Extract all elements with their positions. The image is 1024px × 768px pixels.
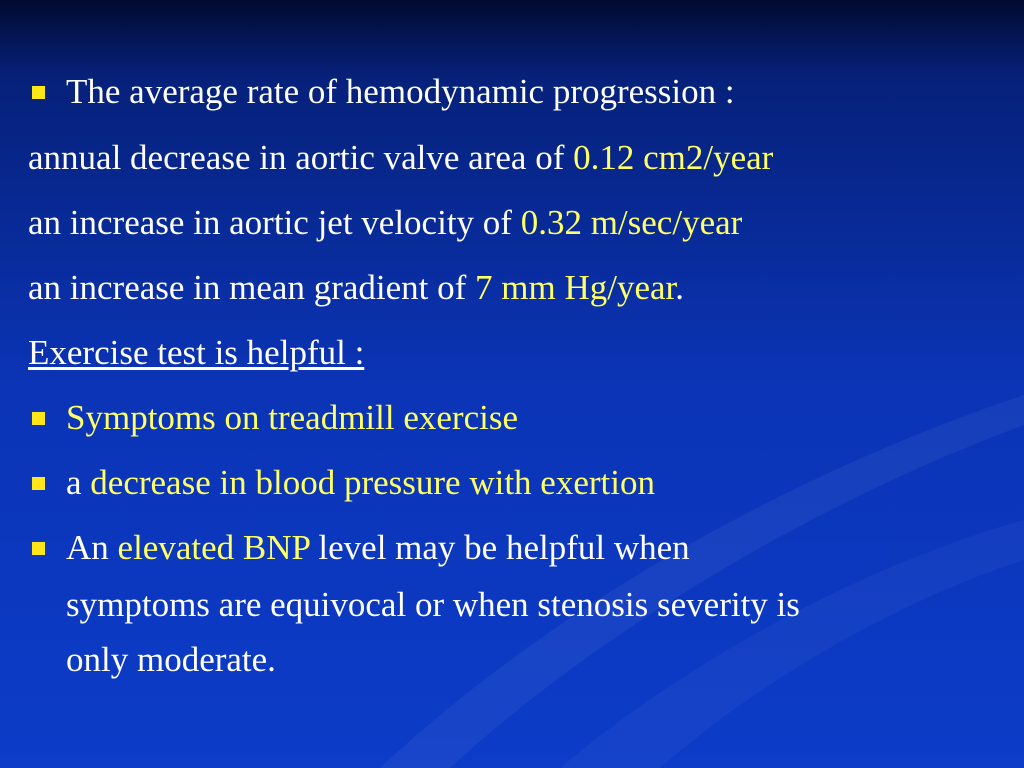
bullet-square-icon bbox=[32, 542, 45, 555]
value-valve-area: 0.12 cm2/year bbox=[573, 138, 774, 177]
bullet-elevated-bnp: An elevated BNP level may be helpful when bbox=[66, 528, 690, 567]
value-mean-gradient: 7 mm Hg/year bbox=[475, 268, 676, 307]
value-jet-velocity: 0.32 m/sec/year bbox=[520, 203, 743, 242]
bullet-square-icon bbox=[32, 477, 45, 490]
bullet-square-icon bbox=[32, 412, 45, 425]
line-valve-area-decrease: annual decrease in aortic valve area of 0.12 cm2/year bbox=[28, 138, 774, 177]
heading-exercise-test: Exercise test is helpful : bbox=[28, 333, 365, 372]
bnp-continuation-line-1: symptoms are equivocal or when stenosis severity is bbox=[66, 585, 800, 624]
bullet-treadmill-symptoms: Symptoms on treadmill exercise bbox=[66, 398, 518, 437]
bullet-square-icon bbox=[32, 86, 45, 99]
line-jet-velocity-increase: an increase in aortic jet velocity of 0.32 m/sec/year bbox=[28, 203, 743, 242]
bnp-continuation-line-2: only moderate. bbox=[66, 640, 276, 679]
bullet-blood-pressure-decrease: a decrease in blood pressure with exertion bbox=[66, 463, 655, 502]
line-mean-gradient-increase: an increase in mean gradient of 7 mm Hg/year. bbox=[28, 268, 685, 307]
bullet-hemodynamic-progression: The average rate of hemodynamic progression : bbox=[66, 72, 735, 111]
